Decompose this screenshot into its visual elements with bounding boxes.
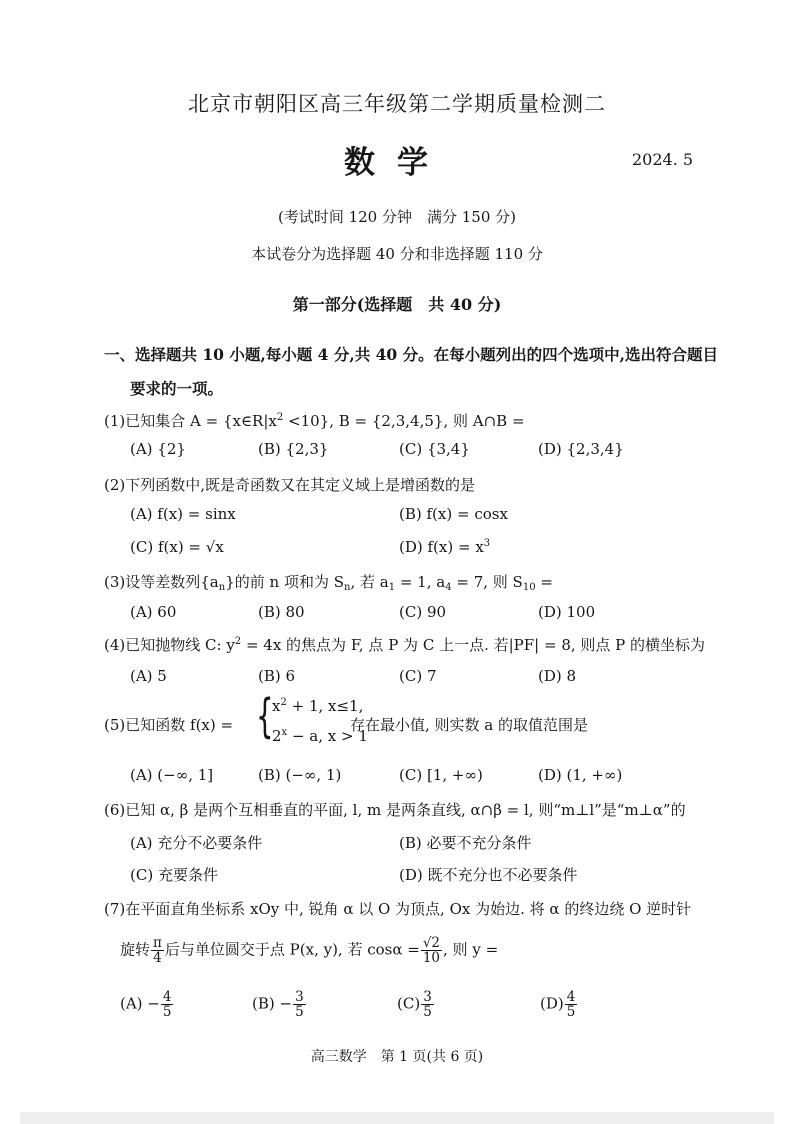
q4-stem: (4)已知抛物线 C: $y^2 = 4x$ 的焦点为 F, 点 P 为 C 上一点. 若|PF| = 8, 则点 P 的横坐标为 (104, 636, 706, 654)
q5-piece2: $2^x - a$, x > 1 (272, 727, 368, 745)
q7-option-c: (C) $\frac{3}{5}$ (397, 989, 432, 1021)
q5-option-a: (A) (−∞, 1] (130, 766, 214, 784)
q5-option-b: (B) (−∞, 1) (258, 766, 342, 784)
exam-composition: 本试卷分为选择题 40 分和非选择题 110 分 (251, 245, 543, 263)
q3-option-a: (A) 60 (130, 603, 177, 621)
subject-title: 数学 (344, 145, 450, 181)
q4-option-c: (C) 7 (399, 667, 437, 685)
q5-stem-tail: 存在最小值, 则实数 a 的取值范围是 (350, 716, 589, 734)
q3-option-c: (C) 90 (399, 603, 447, 621)
q7-fraction-sqrt2-over-10: $\frac{√2}{10}$ (422, 935, 441, 967)
q4-option-d: (D) 8 (538, 667, 577, 685)
q2-option-a: (A) f(x) = sinx (130, 505, 236, 523)
q7-fraction-pi-over-4: $\frac{\pi}{4}$ (153, 935, 162, 967)
q2-option-c: (C) f(x) = √x (130, 538, 224, 556)
q5-brace: { (256, 689, 274, 743)
q1-option-b: (B) {2,3} (258, 440, 329, 458)
q5-piece1: $x^2 + 1$, x≤1, (272, 697, 364, 715)
q1-option-d: (D) {2,3,4} (538, 440, 624, 458)
q7-stem-line2: 旋转 $\frac{\pi}{4}$ 后与单位圆交于点 P(x, y), 若 cosα = $\frac{√2}{10}$ , 则 y = (120, 935, 499, 967)
section1-instructions-line1: 一、选择题共 10 小题,每小题 4 分,共 40 分。在每小题列出的四个选项中,选出符合题目 (104, 345, 718, 364)
q5-stem: (5)已知函数 f(x) = (104, 716, 234, 734)
q2-stem: (2)下列函数中,既是奇函数又在其定义域上是增函数的是 (104, 476, 476, 494)
q2-option-b: (B) f(x) = cosx (399, 505, 508, 523)
q6-option-d: (D) 既不充分也不必要条件 (399, 866, 578, 884)
q6-option-c: (C) 充要条件 (130, 866, 218, 884)
q1-option-c: (C) {3,4} (399, 440, 470, 458)
q5-option-d: (D) (1, +∞) (538, 766, 623, 784)
q1-option-a: (A) {2} (130, 440, 186, 458)
q4-option-b: (B) 6 (258, 667, 296, 685)
q6-stem: (6)已知 α, β 是两个互相垂直的平面, l, m 是两条直线, α∩β = l, 则“m⊥l”是“m⊥α”的 (104, 801, 686, 819)
bottom-scroll-strip (20, 1112, 774, 1124)
exam-title: 北京市朝阳区高三年级第二学期质量检测二 (188, 92, 606, 116)
q7-option-d: (D) $\frac{4}{5}$ (540, 989, 576, 1021)
q7-option-a: (A) − $\frac{4}{5}$ (120, 989, 172, 1021)
q3-option-b: (B) 80 (258, 603, 305, 621)
q4-option-a: (A) 5 (130, 667, 167, 685)
q2-option-d: (D) $f(x) = x^3$ (399, 538, 491, 556)
q7-stem-line1: (7)在平面直角坐标系 xOy 中, 锐角 α 以 O 为顶点, Ox 为始边. 将 α 的终边绕 O 逆时针 (104, 900, 692, 918)
q6-option-b: (B) 必要不充分条件 (399, 834, 532, 852)
q1-stem: (1)已知集合 $A = \{x\in R|x^2 <10\}$, B = {2,3,4,5}, 则 A∩B = (104, 412, 525, 430)
exam-date: 2024. 5 (632, 150, 694, 169)
section1-instructions-line2: 要求的一项。 (130, 379, 224, 398)
q3-option-d: (D) 100 (538, 603, 596, 621)
page-footer: 高三数学 第 1 页(共 6 页) (310, 1049, 484, 1065)
q5-piecewise (256, 689, 368, 747)
q7-option-b: (B) − $\frac{3}{5}$ (252, 989, 304, 1021)
q6-option-a: (A) 充分不必要条件 (130, 834, 263, 852)
q5-option-c: (C) [1, +∞) (399, 766, 483, 784)
part1-title: 第一部分(选择题 共 40 分) (292, 295, 502, 314)
exam-info: (考试时间 120 分钟 满分 150 分) (277, 208, 517, 226)
q3-stem: (3)设等差数列$\{a_n\}$的前 n 项和为 $S_n$, 若 $a_1 = 1$, $a_4 = 7$, 则 $S_{10}$ = (104, 573, 553, 593)
